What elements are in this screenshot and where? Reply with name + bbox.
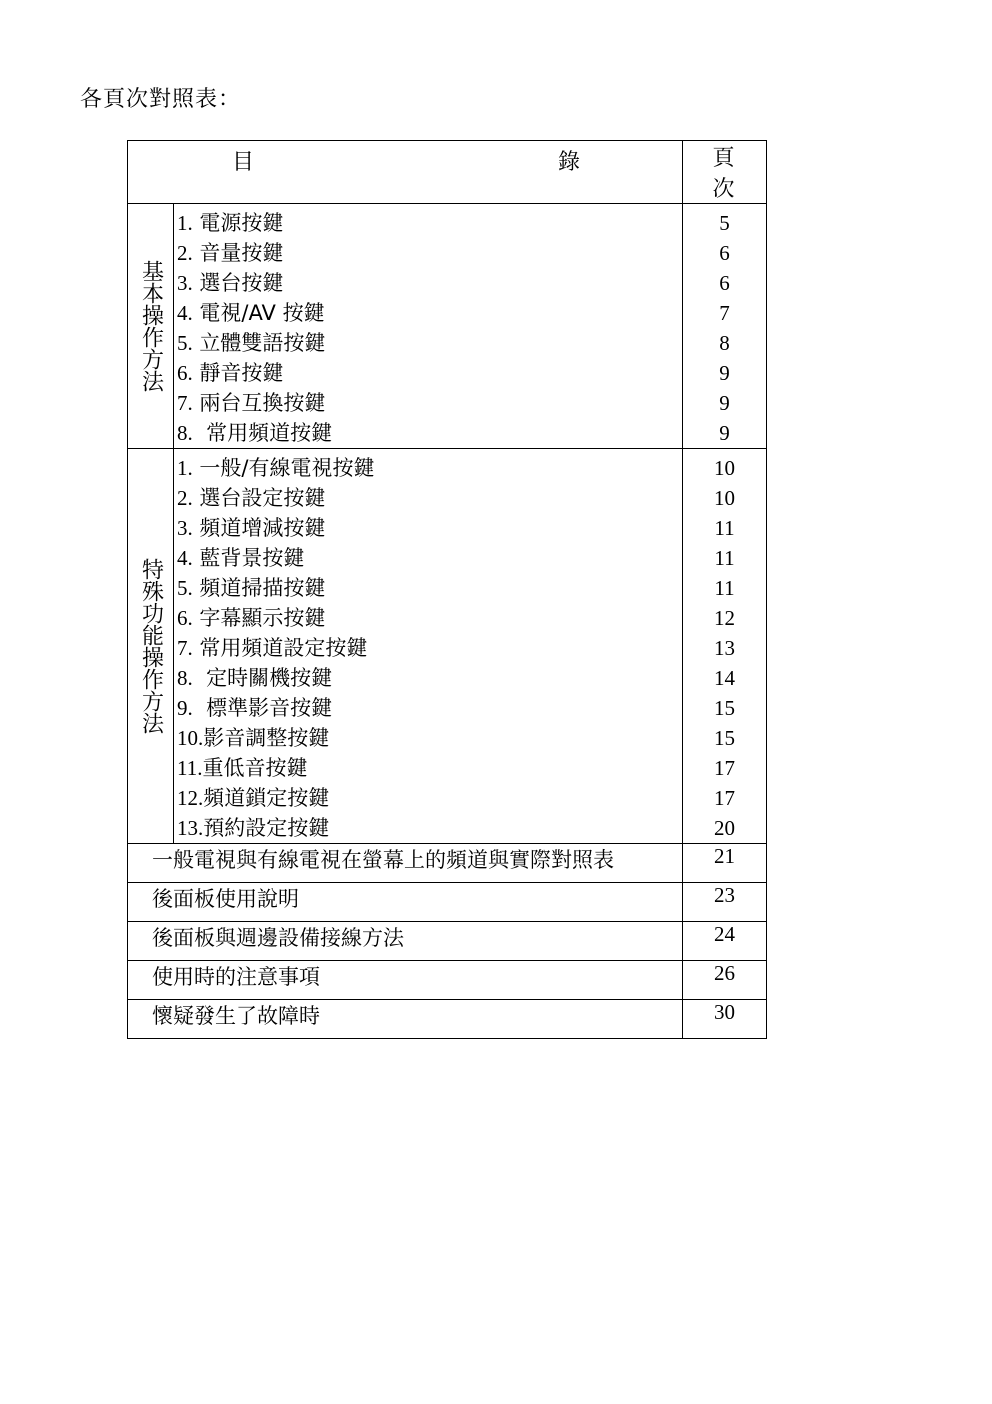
toc-item-number: 6.: [177, 606, 193, 630]
toc-page-list: [683, 449, 766, 843]
toc-single-text: 一般電視與有線電視在螢幕上的頻道與實際對照表: [128, 844, 683, 883]
toc-item-number: 13.: [177, 816, 204, 840]
toc-item-text: 兩台互換按鍵: [192, 391, 326, 415]
toc-item-text: 預約設定按鍵: [203, 816, 330, 840]
toc-item-text: 電源按鍵: [192, 211, 284, 235]
toc-item-text: 靜音按鍵: [192, 361, 284, 385]
section-pages-cell: [683, 204, 767, 449]
toc-item: [174, 783, 682, 813]
toc-item-number: 1.: [177, 456, 193, 480]
section-label-cell: [128, 204, 174, 449]
toc-item-number: 10.: [177, 726, 204, 750]
toc-item-number: 11.: [177, 756, 203, 780]
toc-item-number: 8.: [177, 421, 193, 445]
toc-single-text: 使用時的注意事項: [128, 961, 683, 1000]
toc-item-text: 常用頻道按鍵: [192, 421, 333, 445]
toc-item-page: 9: [719, 421, 730, 445]
toc-single-page: 24: [683, 922, 767, 961]
toc-item-text: 常用頻道設定按鍵: [192, 636, 368, 660]
toc-single-text: 後面板使用說明: [128, 883, 683, 922]
toc-single-text: 後面板與週邊設備接線方法: [128, 922, 683, 961]
toc-item-page: 20: [714, 816, 735, 840]
toc-single-page: 21: [683, 844, 767, 883]
toc-item-number: 7.: [177, 636, 193, 660]
toc-item-text: 字幕顯示按鍵: [192, 606, 326, 630]
page-title: 各頁次對照表：: [80, 87, 242, 112]
toc-item: [174, 483, 682, 513]
toc-item-page: 9: [719, 361, 730, 385]
toc-single-page: 26: [683, 961, 767, 1000]
toc-item-page: 6: [719, 241, 730, 265]
toc-item-page: 15: [714, 696, 735, 720]
toc-item: [174, 633, 682, 663]
toc-item-page: 14: [714, 666, 735, 690]
toc-item-page: 6: [719, 271, 730, 295]
toc-item-page: 15: [714, 726, 735, 750]
toc-item: [174, 268, 682, 298]
toc-item-text: 音量按鍵: [192, 241, 284, 265]
toc-item: [174, 238, 682, 268]
toc-item-text: 頻道增減按鍵: [192, 516, 326, 540]
toc-item-number: 8.: [177, 666, 193, 690]
toc-item: [174, 813, 682, 843]
toc-item-text: 定時關機按鍵: [192, 666, 333, 690]
toc-item-text: 一般/有線電視按鍵: [192, 456, 375, 480]
toc-item-page: 10: [714, 486, 735, 510]
toc-section-row: [128, 204, 767, 449]
header-title-left: 目: [232, 150, 255, 175]
toc-page-list: [683, 204, 766, 448]
toc-item: [174, 388, 682, 418]
header-title-right: 錄: [558, 150, 581, 175]
toc-single-row: [128, 922, 767, 961]
toc-item-page: 10: [714, 456, 735, 480]
toc-section-row: [128, 449, 767, 844]
toc-item: [174, 753, 682, 783]
toc-item-text: 頻道鎖定按鍵: [203, 786, 330, 810]
toc-item-page: 5: [719, 211, 730, 235]
toc-item-number: 5.: [177, 576, 193, 600]
toc-item-number: 4.: [177, 546, 193, 570]
toc-item-text: 選台設定按鍵: [192, 486, 326, 510]
toc-item-number: 3.: [177, 516, 193, 540]
section-items-cell: [174, 204, 683, 449]
section-items-cell: [174, 449, 683, 844]
toc-item: [174, 603, 682, 633]
toc-item-number: 6.: [177, 361, 193, 385]
toc-single-page: 23: [683, 883, 767, 922]
toc-item: [174, 723, 682, 753]
toc-single-row: [128, 1000, 767, 1039]
toc-item-page: 9: [719, 391, 730, 415]
toc-single-page: 30: [683, 1000, 767, 1039]
toc-item-list: [174, 204, 682, 448]
toc-item-list: [174, 449, 682, 843]
toc-single-row: [128, 961, 767, 1000]
header-pages: 頁次: [683, 141, 767, 204]
toc-item-text: 選台按鍵: [192, 271, 284, 295]
toc-item-page: 13: [714, 636, 735, 660]
toc-item-text: 重低音按鍵: [202, 756, 308, 780]
toc-item-text: 頻道掃描按鍵: [192, 576, 326, 600]
toc-item-number: 5.: [177, 331, 193, 355]
toc-item-page: 12: [714, 606, 735, 630]
toc-item: [174, 693, 682, 723]
toc-item: [174, 663, 682, 693]
toc-item-page: 11: [714, 576, 735, 600]
toc-item: [174, 453, 682, 483]
toc-item: [174, 573, 682, 603]
toc-item-number: 2.: [177, 486, 193, 510]
toc-item-page: 8: [719, 331, 730, 355]
section-pages-cell: [683, 449, 767, 844]
toc-item-number: 7.: [177, 391, 193, 415]
toc-item-page: 11: [714, 516, 735, 540]
toc-item-number: 9.: [177, 696, 193, 720]
toc-item-number: 12.: [177, 786, 204, 810]
toc-item-page: 7: [719, 301, 730, 325]
toc-item-text: 標準影音按鍵: [192, 696, 333, 720]
section-label: 特殊功能操作方法: [138, 558, 164, 734]
toc-item: [174, 418, 682, 448]
toc-item: [174, 513, 682, 543]
section-label: 基本操作方法: [138, 260, 164, 392]
toc-item: [174, 358, 682, 388]
toc-item-number: 4.: [177, 301, 193, 325]
toc-item-number: 3.: [177, 271, 193, 295]
toc-item-text: 影音調整按鍵: [203, 726, 330, 750]
toc-single-text: 懷疑發生了故障時: [128, 1000, 683, 1039]
toc-item-page: 17: [714, 756, 735, 780]
toc-item-number: 2.: [177, 241, 193, 265]
toc-item: [174, 298, 682, 328]
toc-single-row: [128, 844, 767, 883]
toc-item-text: 立體雙語按鍵: [192, 331, 326, 355]
toc-single-row: [128, 883, 767, 922]
toc-item-number: 1.: [177, 211, 193, 235]
toc-item: [174, 328, 682, 358]
section-label-cell: [128, 449, 174, 844]
toc-item-text: 藍背景按鍵: [192, 546, 305, 570]
toc-item: [174, 208, 682, 238]
toc-item-text: 電視/AV 按鍵: [192, 301, 325, 325]
toc-item-page: 17: [714, 786, 735, 810]
toc-header-row: [128, 141, 767, 204]
toc-table: [127, 140, 767, 1039]
toc-item-page: 11: [714, 546, 735, 570]
toc-item: [174, 543, 682, 573]
toc-header-title: [128, 141, 683, 204]
